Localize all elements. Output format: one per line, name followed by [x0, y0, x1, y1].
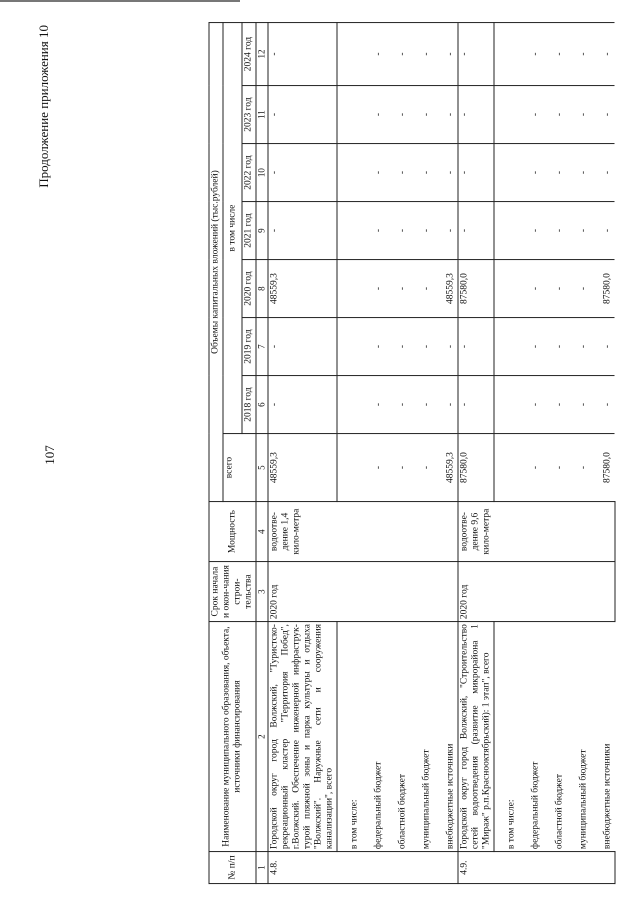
column-index: 10: [256, 144, 268, 202]
funding-source-row: [362, 23, 386, 884]
amount-cell: -: [543, 86, 567, 144]
amount-cell: [494, 318, 519, 376]
header-year: 2021 год: [242, 202, 256, 260]
amount-cell: -: [567, 86, 591, 144]
amount-cell: -: [519, 318, 543, 376]
amount-cell: -: [543, 23, 567, 86]
amount-cell: -: [543, 144, 567, 202]
amount-cell: 87580,0: [591, 260, 615, 318]
amount-cell: -: [567, 144, 591, 202]
amount-cell: [494, 23, 519, 86]
amount-cell: -: [567, 23, 591, 86]
amount-cell: -: [458, 23, 494, 86]
amount-cell: -: [567, 434, 591, 502]
funding-source-row: [386, 23, 410, 884]
amount-cell: -: [386, 318, 410, 376]
amount-cell: [337, 23, 362, 86]
amount-cell: [337, 260, 362, 318]
amount-cell: -: [458, 144, 494, 202]
amount-cell: -: [434, 86, 459, 144]
amount-cell: -: [543, 202, 567, 260]
amount-cell: -: [519, 376, 543, 434]
funding-source-row: [591, 23, 615, 884]
column-index: 5: [256, 434, 268, 502]
amount-cell: -: [591, 202, 615, 260]
page-number: 107: [42, 445, 57, 465]
amount-cell: [337, 144, 362, 202]
amount-cell: 48559,3: [268, 434, 337, 502]
amount-cell: -: [434, 23, 459, 86]
amount-cell: -: [410, 318, 434, 376]
header-year: 2019 год: [242, 318, 256, 376]
funding-source-row: [543, 23, 567, 884]
header-year: 2018 год: [242, 376, 256, 434]
amount-cell: 48559,3: [434, 434, 459, 502]
amount-cell: -: [268, 202, 337, 260]
header-name: Наименование муниципального образования, объекта, источники финансирования: [209, 622, 256, 852]
amount-cell: -: [362, 318, 386, 376]
funding-source-name: областной бюджет: [543, 622, 567, 852]
construction-term: 2020 год: [268, 562, 458, 622]
capital-investment-table: [209, 22, 616, 884]
amount-cell: -: [434, 144, 459, 202]
amount-cell: -: [434, 318, 459, 376]
header-term: Срок начала и окон-чания строи-тельства: [209, 562, 256, 622]
funding-source-name: в том числе:: [494, 622, 519, 852]
capacity-value: водоотве-дение 9,6 кило-метра: [458, 502, 615, 562]
object-name: Городской округ город Волжский, "Строительство сетей водоотведения (развитие микрорайона 1 "Мираж" р.п.Краснооктябрьский): 1 этап", всего: [458, 622, 494, 852]
amount-cell: 48559,3: [268, 260, 337, 318]
header-year: 2023 год: [242, 86, 256, 144]
amount-cell: -: [410, 144, 434, 202]
table-row: [458, 23, 494, 884]
column-index: 12: [256, 23, 268, 86]
amount-cell: -: [567, 318, 591, 376]
amount-cell: -: [362, 376, 386, 434]
amount-cell: -: [362, 23, 386, 86]
amount-cell: -: [410, 86, 434, 144]
construction-term: 2020 год: [458, 562, 615, 622]
funding-source-row: [434, 23, 459, 884]
funding-source-name: внебюджетные источники: [591, 622, 615, 852]
amount-cell: -: [543, 434, 567, 502]
amount-cell: 48559,3: [434, 260, 459, 318]
amount-cell: -: [386, 434, 410, 502]
amount-cell: -: [519, 434, 543, 502]
column-index: 1: [256, 852, 268, 884]
amount-cell: -: [567, 260, 591, 318]
column-index: 8: [256, 260, 268, 318]
amount-cell: -: [434, 202, 459, 260]
amount-cell: [494, 260, 519, 318]
amount-cell: -: [386, 144, 410, 202]
amount-cell: -: [591, 318, 615, 376]
amount-cell: 87580,0: [458, 434, 494, 502]
column-index: 3: [256, 562, 268, 622]
funding-source-row: [519, 23, 543, 884]
amount-cell: -: [386, 86, 410, 144]
column-index: 11: [256, 86, 268, 144]
funding-source-row: [410, 23, 434, 884]
amount-cell: [494, 376, 519, 434]
continuation-caption: Продолжение приложения 10: [36, 25, 51, 188]
funding-source-row: [494, 23, 519, 884]
funding-source-name: муниципальный бюджет: [567, 622, 591, 852]
header-volumes: Объемы капитальных вложений (тыс.рублей): [209, 23, 223, 502]
amount-cell: -: [362, 86, 386, 144]
amount-cell: [337, 86, 362, 144]
row-number: 4.8.: [268, 852, 458, 884]
amount-cell: -: [543, 318, 567, 376]
amount-cell: -: [519, 260, 543, 318]
header-num: № п/п: [209, 852, 256, 884]
header-total: всего: [223, 434, 256, 502]
amount-cell: -: [591, 86, 615, 144]
amount-cell: -: [362, 260, 386, 318]
amount-cell: [494, 86, 519, 144]
amount-cell: -: [519, 86, 543, 144]
amount-cell: -: [519, 144, 543, 202]
amount-cell: [494, 434, 519, 502]
amount-cell: [337, 202, 362, 260]
column-index: 2: [256, 622, 268, 852]
amount-cell: -: [410, 202, 434, 260]
column-index: 7: [256, 318, 268, 376]
amount-cell: -: [434, 376, 459, 434]
amount-cell: -: [458, 318, 494, 376]
funding-source-row: [337, 23, 362, 884]
amount-cell: -: [386, 376, 410, 434]
header-year: 2020 год: [242, 260, 256, 318]
amount-cell: -: [543, 376, 567, 434]
header-capacity: Мощность: [209, 502, 256, 562]
amount-cell: -: [386, 202, 410, 260]
funding-source-name: федеральный бюджет: [362, 622, 386, 852]
funding-source-name: муниципальный бюджет: [410, 622, 434, 852]
amount-cell: -: [591, 376, 615, 434]
amount-cell: -: [268, 86, 337, 144]
amount-cell: -: [519, 23, 543, 86]
header-year: 2024 год: [242, 23, 256, 86]
funding-source-name: в том числе:: [337, 622, 362, 852]
amount-cell: 87580,0: [591, 434, 615, 502]
amount-cell: -: [458, 202, 494, 260]
amount-cell: -: [567, 202, 591, 260]
object-name: Городской округ город Волжский, "Туристско-рекреационный кластер "Территория Побед", г.Волжский. Обеспечение инженерной инфраструк-турой пляжной зоны и парка культуры и отдыха "Волжский". Наружные сети и сооружения канализации", всего: [268, 622, 337, 852]
header-year: 2022 год: [242, 144, 256, 202]
amount-cell: -: [268, 376, 337, 434]
amount-cell: [494, 202, 519, 260]
amount-cell: -: [386, 23, 410, 86]
table-row: [268, 23, 337, 884]
amount-cell: -: [268, 318, 337, 376]
column-index: 9: [256, 202, 268, 260]
amount-cell: -: [567, 376, 591, 434]
funding-source-name: областной бюджет: [386, 622, 410, 852]
amount-cell: -: [410, 434, 434, 502]
amount-cell: -: [543, 260, 567, 318]
column-index: 6: [256, 376, 268, 434]
row-number: 4.9.: [458, 852, 615, 884]
header-including: в том числе: [223, 23, 242, 434]
amount-cell: [337, 434, 362, 502]
funding-source-name: внебюджетные источники: [434, 622, 459, 852]
amount-cell: -: [410, 260, 434, 318]
amount-cell: -: [362, 434, 386, 502]
amount-cell: [337, 376, 362, 434]
amount-cell: -: [591, 23, 615, 86]
amount-cell: -: [458, 376, 494, 434]
amount-cell: -: [458, 86, 494, 144]
amount-cell: -: [386, 260, 410, 318]
amount-cell: [337, 318, 362, 376]
amount-cell: -: [591, 144, 615, 202]
funding-source-row: [567, 23, 591, 884]
amount-cell: -: [410, 23, 434, 86]
amount-cell: -: [410, 376, 434, 434]
capacity-value: водоотве-дение 1,4 кило-метра: [268, 502, 458, 562]
amount-cell: -: [519, 202, 543, 260]
amount-cell: -: [268, 144, 337, 202]
amount-cell: [494, 144, 519, 202]
amount-cell: -: [362, 144, 386, 202]
column-index: 4: [256, 502, 268, 562]
funding-source-name: федеральный бюджет: [519, 622, 543, 852]
table-body: [268, 23, 615, 884]
amount-cell: -: [362, 202, 386, 260]
amount-cell: -: [268, 23, 337, 86]
amount-cell: 87580,0: [458, 260, 494, 318]
